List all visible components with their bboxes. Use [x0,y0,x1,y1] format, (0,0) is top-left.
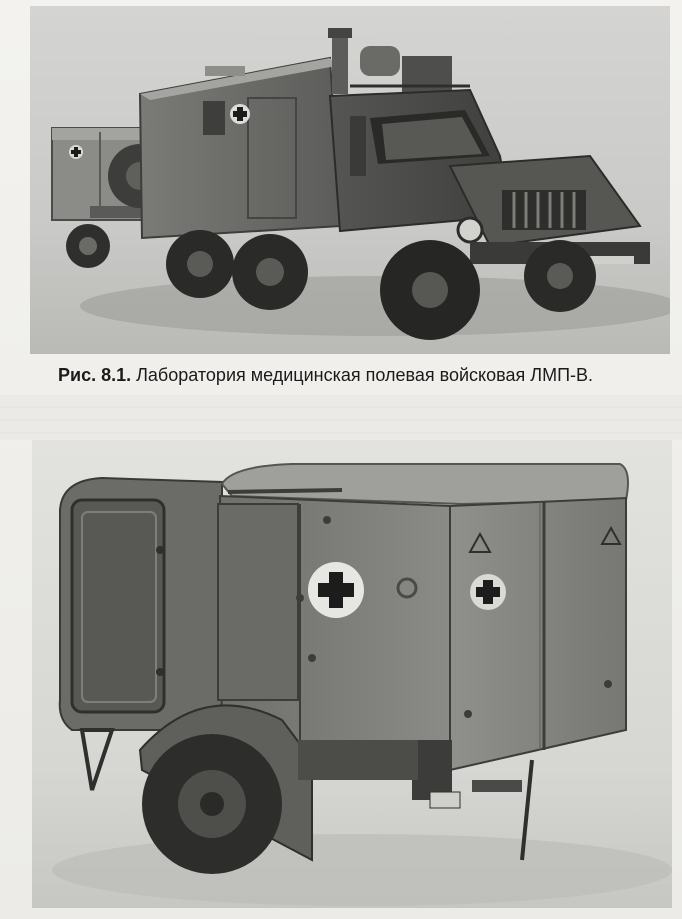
figure-label: Рис. 8.1. [58,365,132,385]
grille [502,190,586,230]
figure-caption [58,365,658,386]
figure-text: Лаборатория медицинская полевая войсковая ЛМП-В. [131,365,594,385]
show-through-text [0,395,682,440]
red-cross-icon [69,145,83,159]
trailer-front-module [60,478,222,730]
red-cross-icon [230,104,250,124]
red-cross-icon [470,574,506,610]
photo-lmp-v-truck [30,6,670,354]
photo-medical-trailer [32,440,672,908]
red-cross-icon [308,562,364,618]
